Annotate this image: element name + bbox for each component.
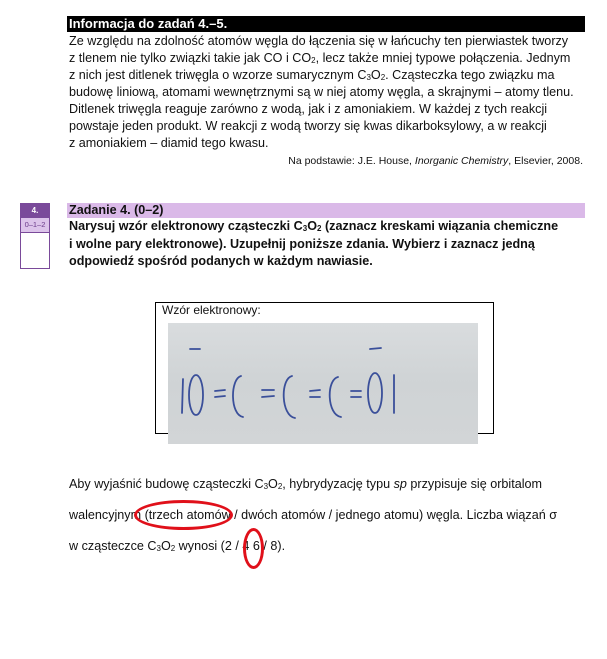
task-title: Zadanie 4. (0–2): [67, 203, 585, 218]
info-header: Informacja do zadań 4.–5.: [67, 16, 585, 32]
info-line-3: z nich jest ditlenek triwęgla o wzorze sumarycznym $C_3O_2$. Cząsteczka tego związku ma: [69, 68, 555, 82]
question-sentence-3: w cząsteczce $C_3O_2$ wynosi (2 / 4 6 / 8).: [69, 539, 286, 553]
info-line-4: budowę liniową, atomami wewnętrznymi są w niej atomy węgla, a skrajnymi – atomy tlenu.: [69, 85, 574, 99]
option-4[interactable]: 4: [242, 539, 250, 553]
question-sentence-1: Aby wyjaśnić budowę cząsteczki $C_3O_2$, hybrydyzację typu sp przypisuje się orbitalom: [69, 477, 542, 491]
option-trzech-atomow[interactable]: (trzech atomów: [144, 508, 231, 522]
task-number: 4.: [21, 204, 49, 218]
handwritten-formula-photo: [168, 323, 478, 444]
info-line-5: Ditlenek triwęgla reaguje zarówno z wodą, jak i z amoniakiem. W każdej z tych reakcji: [69, 102, 548, 116]
source-citation: Na podstawie: J.E. House, Inorganic Chemistry, Elsevier, 2008.: [288, 155, 583, 167]
task-score-box: [20, 203, 50, 269]
question-sentence-2: walencyjnym (trzech atomów / dwóch atomów / jednego atomu) węgla. Liczba wiązań σ: [69, 508, 557, 522]
handwritten-formula-icon: [168, 323, 478, 444]
answer-box-label: Wzór elektronowy:: [162, 303, 261, 317]
selection-mark-ellipse-1: [134, 500, 233, 530]
task-instruction: Narysuj wzór elektronowy cząsteczki $C_3O_2$ (zaznacz kreskami wiązania chemiczne i wolne pary elektronowe). Uzupełnij poniższe zdania. Wybierz i zaznacz jedną odpowiedź spośród podanych w każdym nawiasie.: [69, 219, 559, 268]
info-line-2: z tlenem nie tylko związki takie jak CO i $CO_2$, lecz także mniej typowe połączenia. Jednym: [69, 51, 571, 65]
info-line-7: z amoniakiem – diamid tego kwasu.: [69, 136, 269, 150]
task-points-scale: 0–1–2: [21, 218, 49, 233]
info-paragraph: [69, 33, 589, 152]
selection-mark-ellipse-2: [243, 528, 264, 569]
info-line-6: powstaje jeden produkt. W reakcji z wodą tworzy się kwas dikarboksylowy, a w reakcji: [69, 119, 547, 133]
info-line-1: Ze względu na zdolność atomów węgla do łączenia się w łańcuchy ten pierwiastek tworzy: [69, 34, 569, 48]
